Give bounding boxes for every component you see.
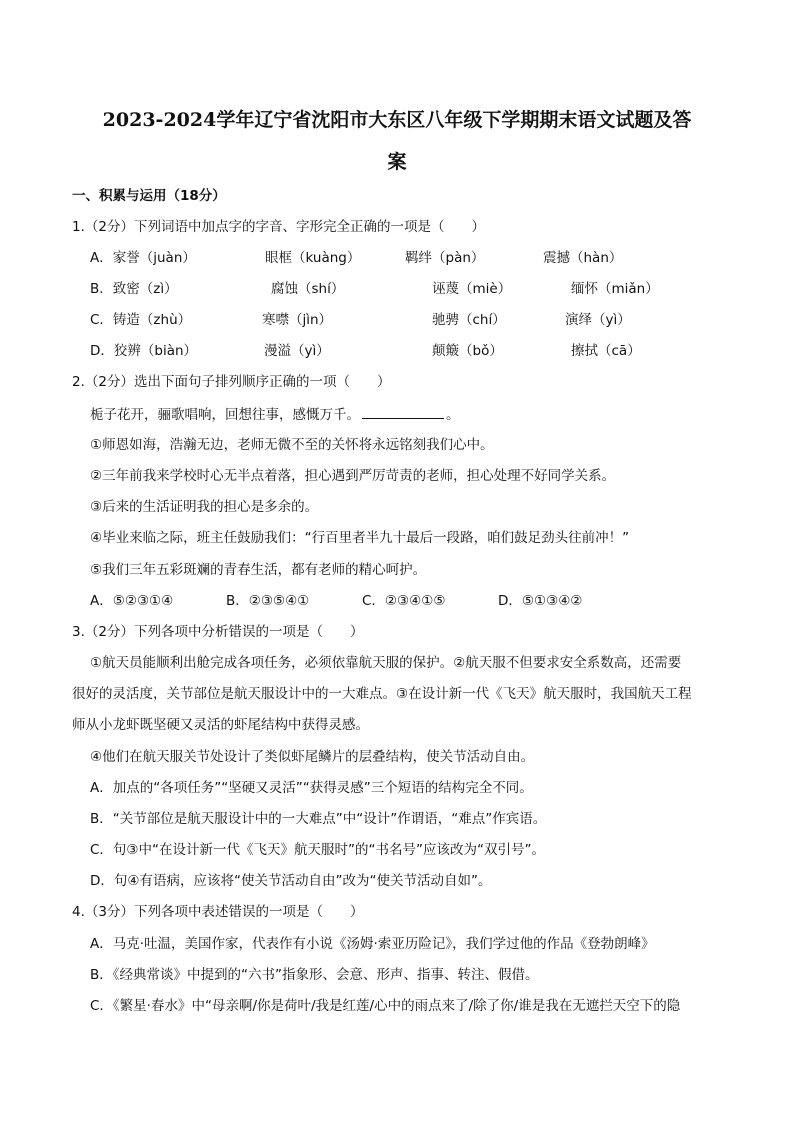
q2-sentence-1: ①师恩如海，浩瀚无边，老师无微不至的关怀将永远铭刻我们心中。	[90, 437, 494, 453]
question-2-stem: 2.（2分）选出下面句子排列顺序正确的一项（ ）	[72, 374, 391, 390]
q2-sentence-5: ⑤我们三年五彩斑斓的青春生活，都有老师的精心呵护。	[90, 562, 427, 578]
q3-passage-line-1: ①航天员能顺利出舱完成各项任务，必须依靠航天服的保护。②航天服不但要求安全系数高，还需要	[90, 655, 682, 671]
q2-option-b: B．②③⑤④①	[226, 593, 310, 609]
q3-option-b: B．“关节部位是航天服设计中的一大难点”中“设计”作谓语，“难点”作宾语。	[90, 811, 547, 827]
q2-sentence-3: ③后来的生活证明我的担心是多余的。	[90, 499, 319, 515]
q2-lead-sentence	[90, 405, 460, 424]
q3-option-d: D．句④有语病，应该将“使关节活动自由”改为“使关节活动自如”。	[90, 873, 492, 889]
q1-option-c-2: 寒噤（jìn）	[262, 312, 333, 328]
question-3-stem: 3.（2分）下列各项中分析错误的一项是（ ）	[72, 624, 364, 640]
question-1-stem: 1.（2分）下列词语中加点字的字音、字形完全正确的一项是（ ）	[72, 219, 485, 235]
q1-option-b-2: 腐蚀（shí）	[271, 281, 345, 297]
page-title-line-1: 2023-2024学年辽宁省沈阳市大东区八年级下学期期末语文试题及答	[102, 109, 692, 131]
q4-option-b: B．《经典常谈》中提到的“六书”指象形、会意、形声、指事、转注、假借。	[90, 967, 539, 983]
page-title-line-2: 案	[387, 151, 407, 173]
q1-option-c-4: 演绎（yì）	[565, 312, 631, 328]
q4-option-c: C．《繁星·春水》中“母亲啊/你是荷叶/我是红莲/心中的雨点来了/除了你/谁是我在无遮拦天空下的隐	[90, 998, 681, 1014]
q1-option-a-1: A．家誉（juàn）	[90, 250, 196, 266]
q1-option-a-3: 羁绊（pàn）	[405, 250, 485, 266]
q2-sentence-2: ②三年前我来学校时心无半点着落，担心遇到严厉苛责的老师，担心处理不好同学关系。	[90, 468, 616, 484]
q3-option-a: A．加点的“各项任务”“坚硬又灵活”“获得灵感”三个短语的结构完全不同。	[90, 780, 533, 796]
q1-option-b-1: B．致密（zì）	[90, 281, 178, 297]
question-4-stem: 4.（3分）下列各项中表述错误的一项是（ ）	[72, 904, 364, 920]
q1-option-b-4: 缅怀（miǎn）	[571, 281, 659, 297]
q1-option-c-1: C．铸造（zhù）	[90, 312, 192, 328]
q3-option-c: C．句③中“在设计新一代《飞天》航天服时”的“书名号”应该改为“双引号”。	[90, 842, 545, 858]
q1-option-c-3: 驰骋（chí）	[432, 312, 506, 328]
q1-option-d-3: 颠簸（bǒ）	[432, 343, 503, 359]
q1-option-a-4: 震撼（hàn）	[543, 250, 623, 266]
q4-option-a: A．马克·吐温，美国作家，代表作有小说《汤姆·索亚历险记》，我们学过他的作品《登勃朗峰》	[90, 936, 655, 952]
answer-blank	[362, 405, 444, 419]
q3-passage-line-3: 师从小龙虾既坚硬又灵活的虾尾结构中获得灵感。	[72, 717, 369, 733]
q2-option-c: C．②③④①⑤	[362, 593, 446, 609]
q1-option-a-2: 眼框（kuàng）	[265, 250, 361, 266]
q1-option-d-4: 擦拭（cā）	[571, 343, 641, 359]
section-heading: 一、积累与运用（18分）	[72, 188, 226, 204]
q2-sentence-4: ④毕业来临之际，班主任鼓励我们：“行百里者半九十最后一段路，咱们鼓足劲头往前冲！”	[90, 530, 630, 546]
q2-lead-text: 栀子花开，骊歌唱响，回想往事，感慨万千。	[90, 407, 360, 423]
q2-lead-end: 。	[446, 407, 460, 423]
q1-option-d-2: 漫溢（yì）	[264, 343, 330, 359]
q1-option-b-3: 诬蔑（miè）	[432, 281, 512, 297]
q2-option-d: D．⑤①③④②	[498, 593, 583, 609]
q3-passage-line-2: 很好的灵活度，关节部位是航天服设计中的一大难点。③在设计新一代《飞天》航天服时，我国航天工程	[72, 686, 692, 702]
q3-passage-line-4: ④他们在航天服关节处设计了类似虾尾鳞片的层叠结构，使关节活动自由。	[90, 749, 535, 765]
q2-option-a: A．⑤②③①④	[90, 593, 174, 609]
q1-option-d-1: D．狡辨（biàn）	[90, 343, 198, 359]
